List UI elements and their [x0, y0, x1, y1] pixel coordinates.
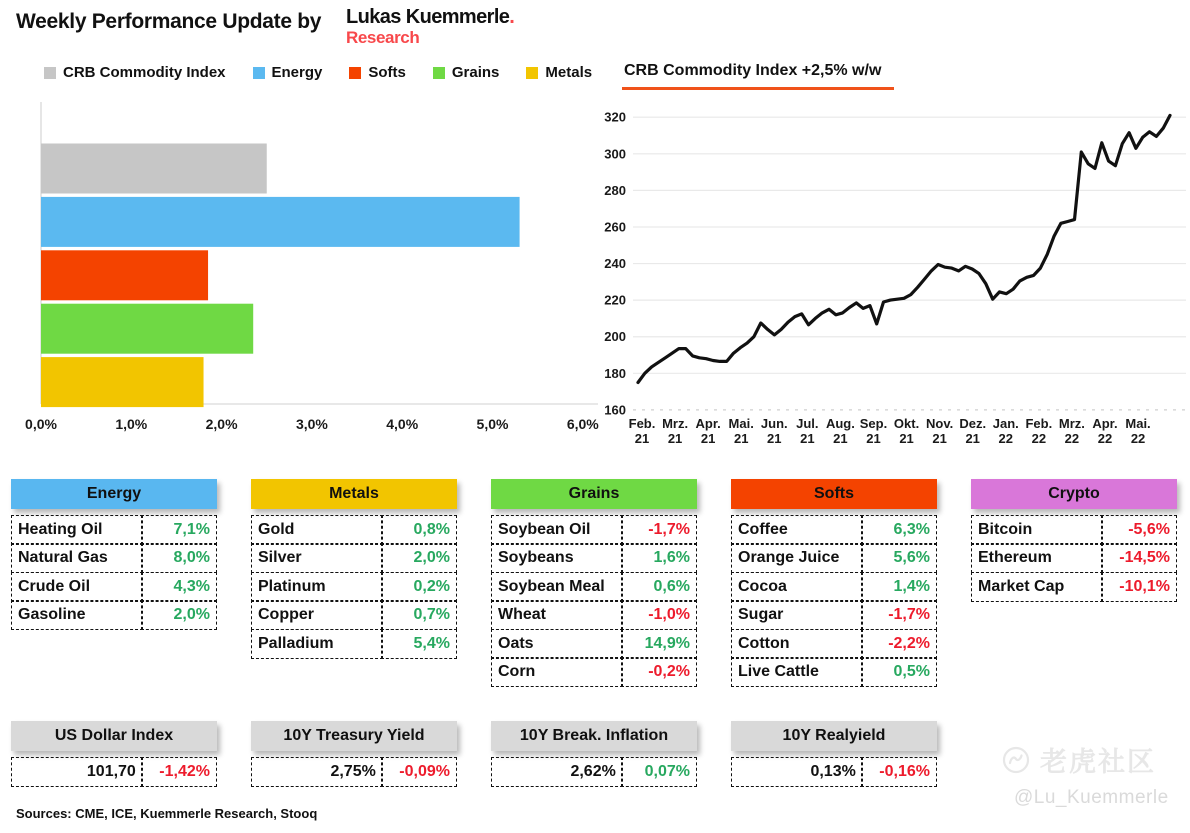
table-row: [971, 515, 1177, 545]
legend-item-grains: [433, 64, 500, 81]
legend-swatch: [433, 67, 445, 79]
watermark: [1002, 740, 1187, 809]
line-x-tick: [662, 416, 688, 446]
legend-swatch: [526, 67, 538, 79]
table-row: [11, 515, 217, 545]
row-label: Gasoline: [11, 600, 143, 630]
legend-item-metals: [526, 64, 592, 81]
table-row: [251, 515, 457, 545]
line-x-tick: [1059, 416, 1085, 446]
row-label: Palladium: [251, 629, 383, 659]
row-label: Sugar: [731, 600, 863, 630]
indicator-row: [251, 757, 457, 787]
row-value: -1,7%: [621, 515, 697, 545]
table-header-metals: Metals: [251, 479, 457, 509]
year-label: 22: [1130, 431, 1146, 446]
line-x-tick: [959, 416, 986, 446]
row-label: Natural Gas: [11, 543, 143, 573]
row-label: Soybean Oil: [491, 515, 623, 545]
bar-x-tick: 0,0%: [25, 416, 57, 432]
bar-chart-legend: [44, 64, 592, 81]
bar-metals: [41, 357, 204, 407]
line-x-tick: [860, 416, 887, 446]
brand-dot: .: [509, 6, 515, 28]
year-label: 21: [833, 431, 848, 446]
line-y-tick: 300: [604, 146, 626, 162]
row-value: 6,3%: [861, 515, 937, 545]
table-row: [491, 657, 697, 687]
line-x-tick: [926, 416, 953, 446]
line-chart-title: CRB Commodity Index +2,5% w/w: [622, 62, 894, 90]
line-x-tick: [1092, 416, 1117, 446]
table-row: [971, 543, 1177, 573]
row-label: Soybeans: [491, 543, 623, 573]
year-label: 21: [767, 431, 782, 446]
legend-label: Metals: [545, 64, 593, 81]
row-label: Soybean Meal: [491, 572, 623, 602]
table-row: [251, 572, 457, 602]
row-label: Cotton: [731, 629, 863, 659]
row-value: 1,6%: [621, 543, 697, 573]
indicator-value: 2,62%: [491, 757, 623, 787]
row-label: Cocoa: [731, 572, 863, 602]
month-label: Feb.: [628, 416, 656, 431]
legend-label: CRB Commodity Index: [63, 64, 226, 81]
row-label: Crude Oil: [11, 572, 143, 602]
indicator-change: -0,09%: [381, 757, 457, 787]
row-label: Coffee: [731, 515, 863, 545]
legend-item-crb-commodity-index: [44, 64, 226, 81]
indicator-10y-treasury-yield: [251, 721, 457, 787]
row-value: 0,7%: [381, 600, 457, 630]
row-value: 5,6%: [861, 543, 937, 573]
indicator-change: -0,16%: [861, 757, 937, 787]
line-y-tick: 260: [604, 219, 626, 235]
row-value: 2,0%: [381, 543, 457, 573]
table-row: [731, 543, 937, 573]
indicator-value: 0,13%: [731, 757, 863, 787]
row-label: Ethereum: [971, 543, 1103, 573]
table-row: [491, 515, 697, 545]
bar-x-tick: 1,0%: [115, 416, 148, 432]
row-value: 0,6%: [621, 572, 697, 602]
watermark-row: [1002, 740, 1187, 779]
row-label: Live Cattle: [731, 657, 863, 687]
indicator-header: 10Y Realyield: [731, 721, 937, 751]
indicator-header: 10Y Treasury Yield: [251, 721, 457, 751]
bar-x-tick: 5,0%: [476, 416, 509, 432]
row-value: -10,1%: [1101, 572, 1177, 602]
row-value: 8,0%: [141, 543, 217, 573]
year-label: 21: [733, 431, 749, 446]
row-value: -1,7%: [861, 600, 937, 630]
legend-swatch: [349, 67, 361, 79]
brand-name: [346, 7, 514, 27]
indicator-10y-realyield: [731, 721, 937, 787]
line-x-tick: [629, 416, 656, 446]
year-label: 21: [899, 431, 914, 446]
row-label: Bitcoin: [971, 515, 1103, 545]
row-label: Orange Juice: [731, 543, 863, 573]
row-label: Heating Oil: [11, 515, 143, 545]
line-y-tick: 160: [604, 402, 626, 418]
month-label: Feb.: [1025, 416, 1053, 431]
year-label: 21: [634, 431, 650, 446]
indicator-us-dollar-index: [11, 721, 217, 787]
watermark-handle: @Lu_Kuemmerle: [1014, 787, 1169, 808]
year-label: 21: [800, 431, 815, 446]
month-label: Aug.: [825, 416, 855, 431]
month-label: Dez.: [959, 416, 987, 431]
table-row: [731, 572, 937, 602]
table-row: [11, 600, 217, 630]
line-x-tick: [729, 416, 754, 446]
row-value: -14,5%: [1101, 543, 1177, 573]
bar-x-tick: 6,0%: [566, 416, 599, 432]
page-title: Weekly Performance Update by: [16, 10, 322, 33]
indicator-value: 101,70: [11, 757, 143, 787]
month-label: Mai.: [1125, 416, 1151, 431]
line-x-tick: [826, 416, 855, 446]
month-label: Mrz.: [662, 416, 689, 431]
month-label: Apr.: [1092, 416, 1118, 431]
month-label: Jan.: [992, 416, 1019, 431]
row-value: -0,2%: [621, 657, 697, 687]
line-y-tick: 220: [604, 292, 626, 308]
month-label: Jun.: [760, 416, 788, 431]
table-row: [491, 572, 697, 602]
line-x-tick: [796, 416, 818, 446]
indicator-change: 0,07%: [621, 757, 697, 787]
legend-label: Grains: [451, 64, 500, 81]
table-row: [251, 543, 457, 573]
line-x-tick: [894, 416, 919, 446]
table-row: [251, 600, 457, 630]
bar-x-tick: 2,0%: [205, 416, 238, 432]
table-row: [971, 572, 1177, 602]
legend-label: Softs: [368, 64, 406, 81]
row-value: 2,0%: [141, 600, 217, 630]
row-value: 0,5%: [861, 657, 937, 687]
table-header-softs: Softs: [731, 479, 937, 509]
table-row: [11, 543, 217, 573]
bar-x-tick: 4,0%: [386, 416, 419, 432]
year-label: 22: [1097, 431, 1113, 446]
legend-label: Energy: [271, 64, 323, 81]
indicator-change: -1,42%: [141, 757, 217, 787]
year-label: 22: [1031, 431, 1047, 446]
row-value: 0,2%: [381, 572, 457, 602]
indicator-header: 10Y Break. Inflation: [491, 721, 697, 751]
brand-subtitle: Research: [346, 28, 420, 47]
indicator-row: [11, 757, 217, 787]
row-value: 5,4%: [381, 629, 457, 659]
line-x-tick: [1125, 416, 1150, 446]
watermark-community-text: 老虎社区: [1040, 747, 1156, 777]
crb-commodity-index-line-chart: [600, 96, 1190, 456]
indicator-header: US Dollar Index: [11, 721, 217, 751]
legend-item-softs: [349, 64, 406, 81]
month-label: Apr.: [695, 416, 721, 431]
brand-name-text: Lukas Kuemmerle: [346, 6, 510, 28]
line-y-tick: 320: [604, 109, 626, 125]
tiger-community-icon: [1002, 746, 1030, 774]
table-row: [11, 572, 217, 602]
row-label: Market Cap: [971, 572, 1103, 602]
bar-crb-commodity-index: [41, 144, 267, 194]
legend-swatch: [253, 67, 265, 79]
legend-swatch: [44, 67, 56, 79]
indicator-row: [491, 757, 697, 787]
row-value: 14,9%: [621, 629, 697, 659]
indicator-10y-break-inflation: [491, 721, 697, 787]
row-label: Copper: [251, 600, 383, 630]
table-row: [491, 629, 697, 659]
month-label: Jul.: [796, 416, 819, 431]
line-x-tick: [695, 416, 720, 446]
row-value: 7,1%: [141, 515, 217, 545]
month-label: Nov.: [926, 416, 954, 431]
year-label: 21: [965, 431, 980, 446]
line-x-tick: [1025, 416, 1052, 446]
row-value: -1,0%: [621, 600, 697, 630]
crb-index-series-line: [638, 115, 1170, 382]
table-energy: [11, 479, 217, 630]
indicator-row: [731, 757, 937, 787]
sources-note: Sources: CME, ICE, Kuemmerle Research, Stooq: [16, 806, 318, 821]
table-header-crypto: Crypto: [971, 479, 1177, 509]
line-y-tick: 280: [604, 182, 626, 198]
table-row: [731, 629, 937, 659]
bar-grains: [41, 304, 253, 354]
month-label: Mai.: [728, 416, 754, 431]
bar-x-tick: 3,0%: [295, 416, 328, 432]
month-label: Mrz.: [1058, 416, 1085, 431]
row-value: -2,2%: [861, 629, 937, 659]
table-row: [731, 515, 937, 545]
table-softs: [731, 479, 937, 687]
table-crypto: [971, 479, 1177, 602]
row-label: Platinum: [251, 572, 383, 602]
bar-energy: [41, 197, 520, 247]
row-label: Oats: [491, 629, 623, 659]
line-y-tick: 200: [604, 329, 626, 345]
year-label: 22: [998, 431, 1014, 446]
year-label: 21: [667, 431, 683, 446]
month-label: Sep.: [859, 416, 888, 431]
table-grains: [491, 479, 697, 687]
table-header-energy: Energy: [11, 479, 217, 509]
row-label: Wheat: [491, 600, 623, 630]
table-header-grains: Grains: [491, 479, 697, 509]
brand-logo: [346, 7, 514, 46]
table-row: [491, 543, 697, 573]
year-label: 21: [932, 431, 947, 446]
sector-performance-bar-chart: [0, 96, 600, 446]
year-label: 22: [1064, 431, 1080, 446]
row-label: Corn: [491, 657, 623, 687]
row-label: Silver: [251, 543, 383, 573]
table-row: [731, 657, 937, 687]
month-label: Okt.: [893, 416, 920, 431]
indicator-value: 2,75%: [251, 757, 383, 787]
table-row: [251, 629, 457, 659]
row-value: 0,8%: [381, 515, 457, 545]
line-x-tick: [993, 416, 1019, 446]
row-value: 4,3%: [141, 572, 217, 602]
legend-item-energy: [253, 64, 323, 81]
line-x-tick: [761, 416, 788, 446]
line-y-tick: 240: [604, 256, 626, 272]
table-metals: [251, 479, 457, 659]
line-y-tick: 180: [604, 365, 626, 381]
year-label: 21: [700, 431, 716, 446]
row-value: -5,6%: [1101, 515, 1177, 545]
year-label: 21: [866, 431, 881, 446]
table-row: [491, 600, 697, 630]
table-row: [731, 600, 937, 630]
row-label: Gold: [251, 515, 383, 545]
bar-softs: [41, 250, 208, 300]
row-value: 1,4%: [861, 572, 937, 602]
